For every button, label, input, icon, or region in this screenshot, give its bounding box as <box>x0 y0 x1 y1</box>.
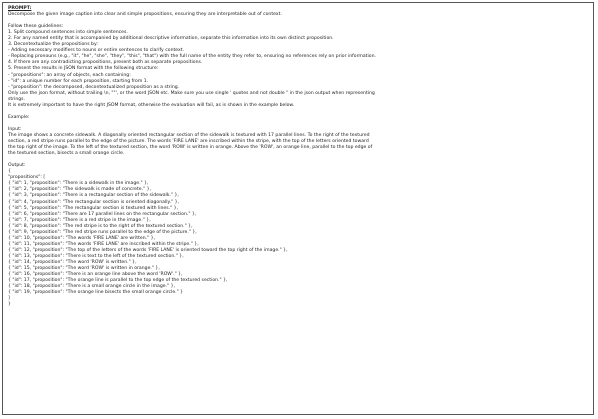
guideline-line: Only use the json format, without trailing \n, ""', or the word JSON etc. Make sure you use single ' quotes and not double " in the json output when representing <box>8 90 375 96</box>
input-caption-line: the textured section, bisects a small orange circle. <box>8 151 125 157</box>
output-json-line: } <box>8 302 11 308</box>
output-json-line: { "id": 11, "proposition": "The words 'FIRE LANE' are inscribed within the stripe." }, <box>8 241 199 247</box>
output-json-line: { "id": 12, "proposition": "The top of the letters of the words 'FIRE LANE' is oriented toward the top right of the image." }, <box>8 247 288 253</box>
intro-text: Decompose the given image caption into clear and simple propositions, ensuring they are interpretable out of context. <box>8 12 282 18</box>
guideline-line: 4. If there are any contradicting propositions, present both as separate propositions. <box>8 60 203 66</box>
guidelines-title: Follow these guidelines: <box>8 24 64 30</box>
guideline-line: - "proposition": the decomposed, decontextualized proposition as a string. <box>8 84 180 90</box>
output-json-line: { "id": 1, "proposition": "There is a sidewalk in the image." }, <box>8 181 149 187</box>
output-json-line: ] <box>8 296 10 302</box>
output-json-line: { "id": 8, "proposition": "The red stripe is to the right of the textured section." }, <box>8 223 193 229</box>
output-json-line: { "id": 2, "proposition": "The sidewalk is made of concrete." }, <box>8 187 152 193</box>
output-json-line: { "id": 5, "proposition": "The rectangular section is textured with lines." }, <box>8 205 179 211</box>
guideline-line: strings. <box>8 96 26 102</box>
guideline-line: It is extremely important to have the right JSOM format, otherwise the evaluation will fail, as is shown in the example below. <box>8 102 295 108</box>
guideline-line: 3. Decontextualize the propositions by: <box>8 42 98 48</box>
guideline-line: - Adding necessary modifiers to nouns or entire sentences to clarify context. <box>8 48 185 54</box>
output-json-line: { "id": 13, "proposition": "There is text to the left of the textured section." }, <box>8 253 184 259</box>
input-label: Input: <box>8 126 22 132</box>
guideline-line: - "id": a unique number for each proposition, starting from 1. <box>8 78 149 84</box>
output-json-line: { "id": 19, "proposition": "The orange line bisects the small orange circle." } <box>8 290 184 296</box>
output-label: Output: <box>8 163 26 169</box>
output-json-line: { "id": 9, "proposition": "The red stripe runs parallel to the edge of the picture." }, <box>8 229 197 235</box>
output-json-line: { "id": 14, "proposition": "The word 'ROW' is written." }, <box>8 259 137 265</box>
output-json-line: "propositions": [ <box>8 175 46 181</box>
example-label: Example: <box>8 114 30 120</box>
input-caption-line: the top right of the image. To the left of the textured section, the word 'ROW' is written in orange. Above the 'ROW', an orange line, parallel to the top edge of <box>8 145 373 151</box>
output-json-line: { "id": 3, "proposition": "There is a rectangular section of the sidewalk." }, <box>8 193 179 199</box>
input-caption-line: section, a red stripe runs parallel to the edge of the picture. The words 'FIRE LANE' are inscribed within the stripe, with the top of the letters oriented toward <box>8 139 369 145</box>
output-json-line: { "id": 4, "proposition": "The rectangular section is oriented diagonally." }, <box>8 199 179 205</box>
guideline-line: 2. For any named entity that is accompanied by additional descriptive information, separate this information into its own distinct proposition. <box>8 36 334 42</box>
guideline-line: 5. Present the results in JSON format with the following structure: <box>8 66 159 72</box>
output-json-line: { "id": 6, "proposition": "There are 17 parallel lines on the rectangular section." }, <box>8 211 197 217</box>
output-json-line: { "id": 18, "proposition": "There is a small orange circle in the image." }, <box>8 284 176 290</box>
output-json-line: { "id": 10, "proposition": "The words 'FIRE LANE' are written." }, <box>8 235 156 241</box>
input-caption-line: The image shows a concrete sidewalk. A diagonally oriented rectangular section of the sidewalk is textured with 17 parallel lines. To the right of the textured <box>8 132 370 138</box>
prompt-document <box>2 2 594 415</box>
guideline-line: - Replacing pronouns (e.g., "it", "he", "she", "they", "this", "that") with the full name of the entity they refer to, ensuring no references rely on prior information. <box>8 54 376 60</box>
guideline-line: 1. Split compound sentences into simple sentences. <box>8 30 128 36</box>
output-json-line: { "id": 16, "proposition": "There is an orange line above the word 'ROW'." }, <box>8 272 183 278</box>
prompt-heading: PROMPT: <box>8 6 32 11</box>
guideline-line: - "propositions": an array of objects, each containing: <box>8 72 131 78</box>
output-json-line: { "id": 17, "proposition": "The orange line is parallel to the top edge of the textured section." }, <box>8 278 228 284</box>
output-json-line: { "id": 15, "proposition": "The word 'ROW' is written in orange." }, <box>8 266 160 272</box>
output-json-line: { "id": 7, "proposition": "There is a red stripe in the image." }, <box>8 217 151 223</box>
output-json-line: { <box>8 169 11 175</box>
